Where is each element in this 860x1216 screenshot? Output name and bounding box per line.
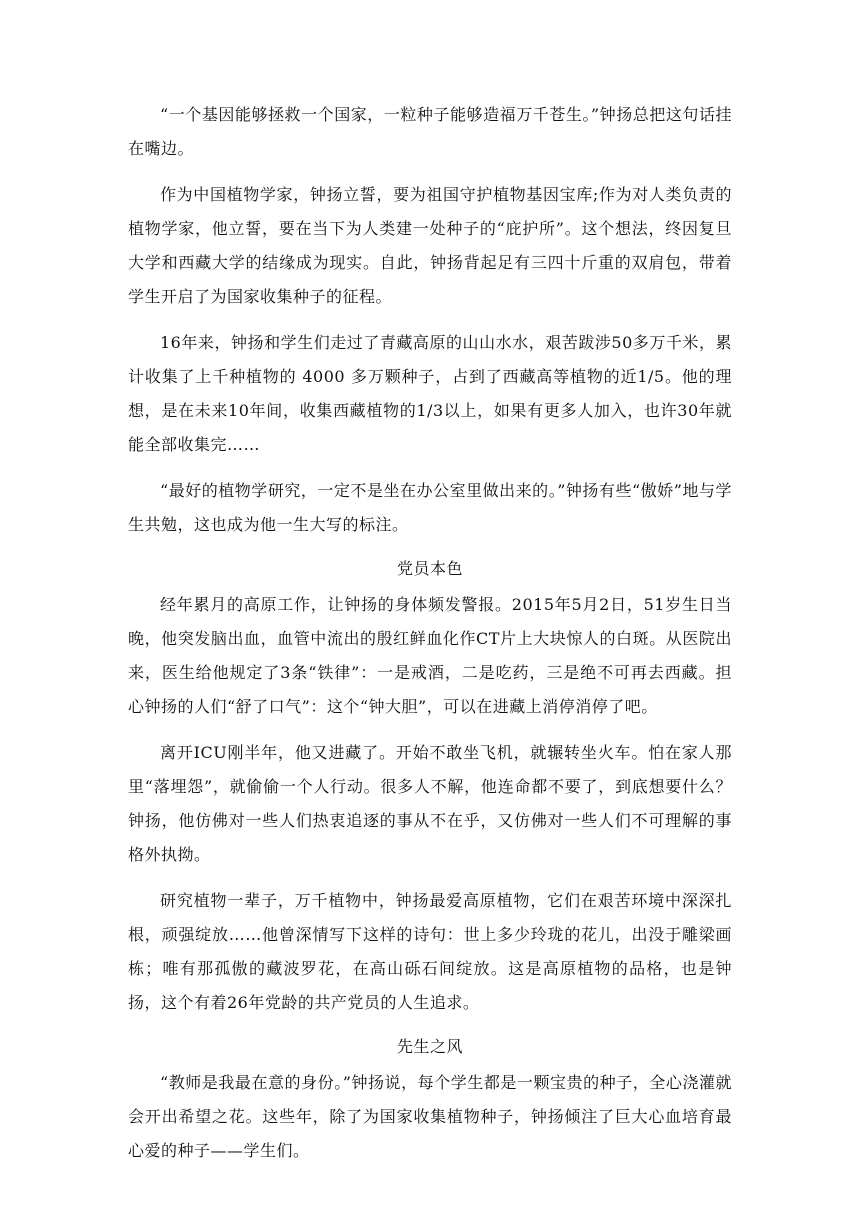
paragraph-plateau-plants: 研究植物一辈子，万千植物中，钟扬最爱高原植物，它们在艰苦环境中深深扎根，顽强绽放……他曾深情写下这样的诗句：世上多少玲珑的花儿，出没于雕梁画栋；唯有那孤傲的藏波罗花，在高山砾石间绽放。这是高原植物的品格，也是钟扬，这个有着26年党龄的共产党员的人生追求。 — [128, 891, 732, 1012]
paragraph-quote-gene: “一个基因能够拯救一个国家，一粒种子能够造福万千苍生。”钟扬总把这句话挂在嘴边。 — [128, 105, 732, 158]
section-title-party-member: 党员本色 — [396, 559, 463, 578]
document-body — [128, 98, 732, 1180]
section-title-teacher-style: 先生之风 — [396, 1037, 463, 1056]
paragraph-seed-shelter: 作为中国植物学家，钟扬立誓，要为祖国守护植物基因宝库;作为对人类负责的植物学家，他立誓，要在当下为人类建一处种子的“庇护所”。这个想法，终因复旦大学和西藏大学的结缘成为现实。自此，钟扬背起足有三四十斤重的双肩包，带着学生开启了为国家收集种子的征程。 — [128, 185, 732, 306]
paragraph-teacher-identity: “教师是我最在意的身份。”钟扬说，每个学生都是一颗宝贵的种子，全心浇灌就会开出希望之花。这些年，除了为国家收集植物种子，钟扬倾注了巨大心血培育最心爱的种子——学生们。 — [128, 1073, 732, 1160]
paragraph-sixteen-years: 16年来，钟扬和学生们走过了青藏高原的山山水水，艰苦跋涉50多万千米，累计收集了上千种植物的 4000 多万颗种子，占到了西藏高等植物的近1/5。他的理想，是在未来10年间，收集西藏植物的1/3以上，如果有更多人加入，也许30年就能全部收集完…… — [128, 333, 732, 454]
paragraph-best-research: “最好的植物学研究，一定不是坐在办公室里做出来的。”钟扬有些“傲娇”地与学生共勉，这也成为他一生大写的标注。 — [128, 481, 732, 534]
paragraph-return-tibet: 离开ICU刚半年，他又进藏了。开始不敢坐飞机，就辗转坐火车。怕在家人那里“落埋怨”，就偷偷一个人行动。很多人不解，他连命都不要了，到底想要什么？钟扬，他仿佛对一些人们热衷追逐的事从不在乎，又仿佛对一些人们不可理解的事格外执拗。 — [128, 743, 732, 864]
paragraph-health-warning: 经年累月的高原工作，让钟扬的身体频发警报。2015年5月2日，51岁生日当晚，他突发脑出血，血管中流出的殷红鲜血化作CT片上大块惊人的白斑。从医院出来，医生给他规定了3条“铁律”：一是戒酒，二是吃药，三是绝不可再去西藏。担心钟扬的人们“舒了口气”：这个“钟大胆”，可以在进藏上消停消停了吧。 — [128, 595, 732, 716]
